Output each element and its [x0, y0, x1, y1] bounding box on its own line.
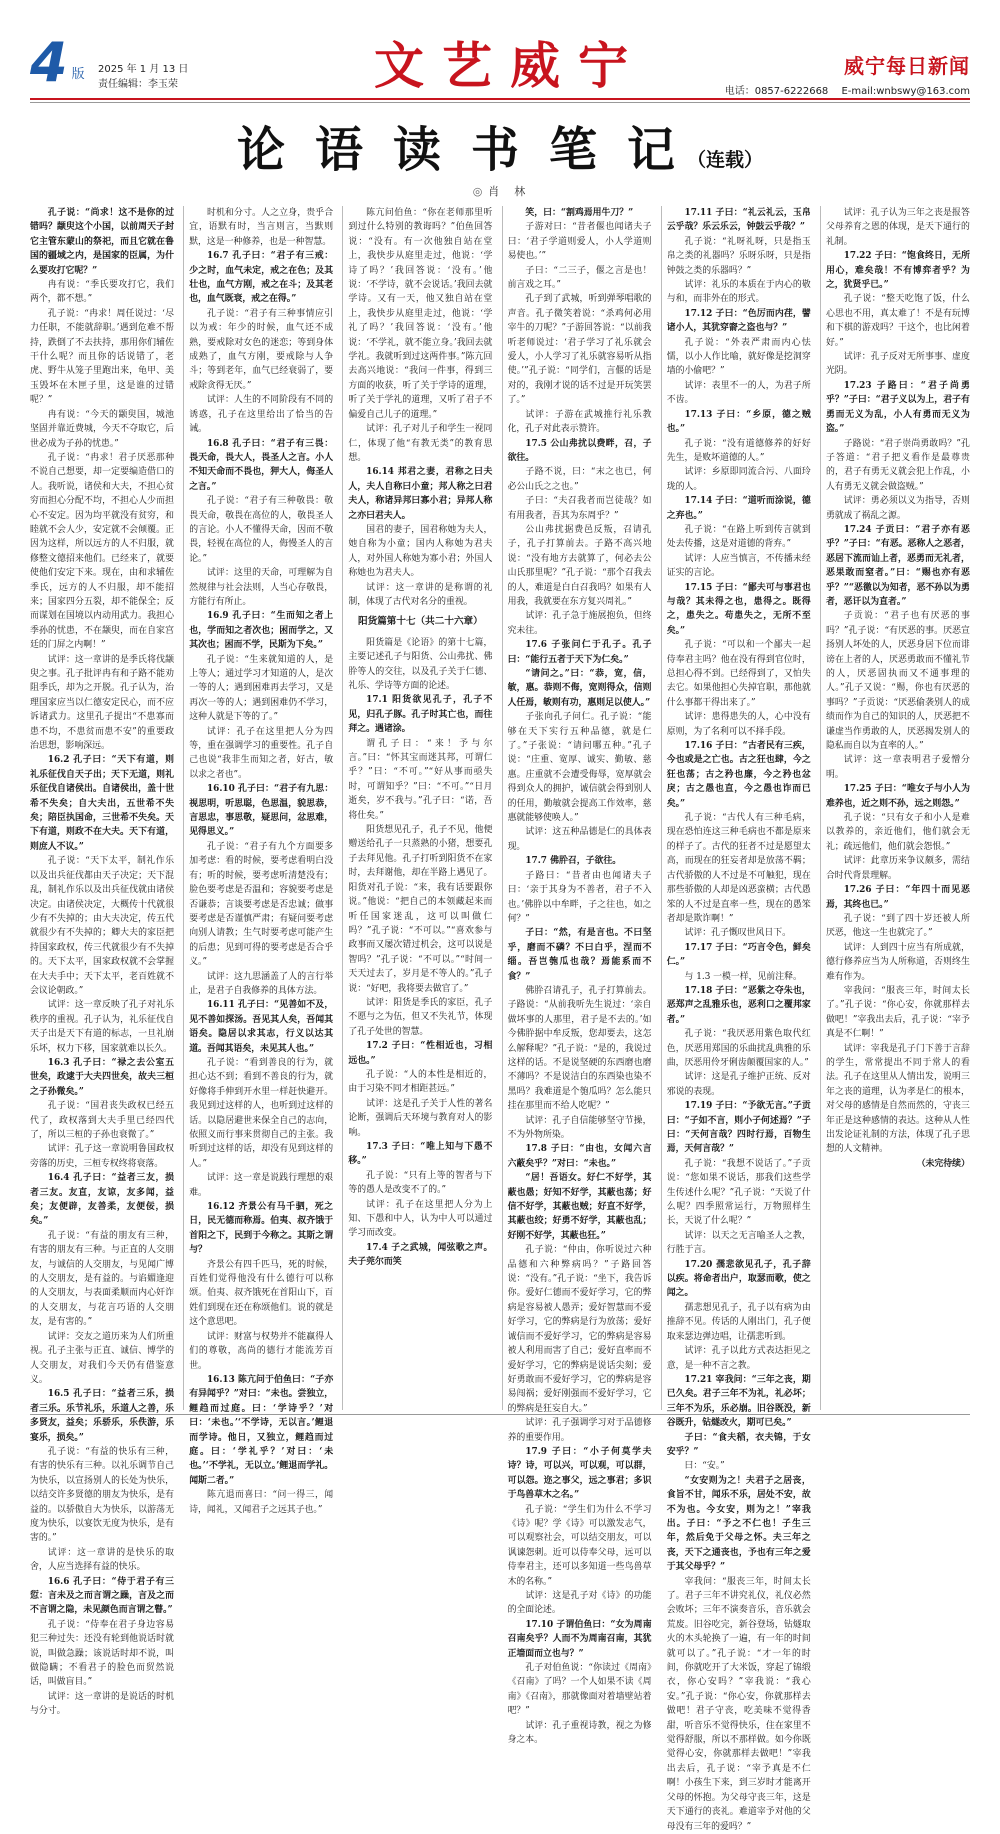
body-paragraph: 试评：孔子自信能够坚守节操，不为外物所染。	[507, 1115, 652, 1140]
email-address: E-mail:wnbswy@163.com	[841, 86, 970, 97]
body-paragraph: 试评：勇必须以义为指导，否则勇就成了祸乱之源。	[825, 496, 970, 521]
article-title: 论语读书笔记	[236, 122, 705, 178]
date-block	[98, 62, 188, 92]
body-paragraph: 国君的妻子，国君称她为夫人，她自称为小童；国内人称她为君夫人，对外国人称她为寡小君；外国人称她也为君夫人。	[348, 524, 493, 579]
verse-paragraph: 17.20 孺悲欲见孔子，孔子辞以疾。将命者出户，取瑟而歌，使之闻之。	[666, 1259, 811, 1299]
body-paragraph: 孔子说：“在路上听到传言就到处去传播，这是对道德的背弃。”	[666, 524, 811, 550]
body-paragraph: 试评：孔子重视诗教，视之为修身之本。	[507, 1720, 652, 1746]
verse-paragraph: 17.16 子曰：“古者民有三疾，今也或是之亡也。古之狂也肆，今之狂也荡；古之矜也廉，今之矜也忿戾；古之愚也直，今之愚也诈而已矣。”	[666, 741, 811, 809]
body-paragraph: 子路曰：“昔者由也闻诸夫子曰：‘亲于其身为不善者，君子不入也。’佛肸以中牟畔，子之往也，如之何？”	[507, 870, 652, 924]
body-paragraph: 孔子说：“只有女子和小人是难以教养的，亲近他们，他们就会无礼；疏远他们，他们就会怨恨。”	[825, 813, 970, 852]
body-paragraph: 冉有说：“季氏要攻打它，我们两个，都不想。”	[30, 280, 174, 305]
verse-paragraph: 笑，曰：“割鸡焉用牛刀？”	[525, 208, 634, 218]
body-paragraph: 孔子说：“冉求！君子厌恶那种不说自己想要，却一定要编造借口的人。我听说，诸侯和大夫，不担心贫穷而担心分配不均，不担心人少而担心不安定。因为均平就没有贫穷，和睦就不会人少，安定就不会倾覆。正因为这样，所以远方的人不归服，就修整文德招来他们。已经来了，就要使他们安定下来。现在，由和求辅佐季氏，远方的人不归服，却不能招来；国家四分五裂，却不能保全；反而谋划在国境以内动用武力。我担心季孙的忧患，不在颛臾，而在自家宫廷的门屏之内啊！”	[30, 452, 174, 651]
body-paragraph: 孺悲想见孔子，孔子以有病为由推辞不见。传话的人刚出门，孔子便取来瑟边弹边唱，让孺悲听到。	[666, 1302, 811, 1342]
verse-paragraph: 17.1 阳货欲见孔子，孔子不见，归孔子豚。孔子时其亡也，而往拜之。遇诸涂。	[348, 695, 493, 735]
verse-paragraph: 16.7 孔子曰：“君子有三戒：少之时，血气未定，戒之在色；及其壮也，血气方刚，戒之在斗；及其老也，血气既衰，戒之在得。”	[189, 251, 334, 305]
body-paragraph: 冉有说：“今天的颛臾国，城池坚固并靠近费城，今天不夺取它，后世必成为子孙的忧患。”	[30, 409, 174, 449]
masthead-rule-red	[30, 98, 970, 100]
verse-paragraph: “女安则为之！夫君子之居丧，食旨不甘，闻乐不乐，居处不安，故不为也。今女安，则为之！”宰我出。子曰：“予之不仁也！子生三年，然后免于父母之怀。夫三年之丧，天下之通丧也，予也有三年之爱于其父母乎？”	[666, 1475, 811, 1573]
verse-paragraph: 17.21 宰我问：“三年之丧，期已久矣。君子三年不为礼，礼必坏；三年不为乐，乐必崩。旧谷既没，新谷既升，钻燧改火，期可已矣。”	[666, 1374, 811, 1429]
body-paragraph: 孔子说：“我厌恶用紫色取代红色，厌恶用郑国的乐曲扰乱典雅的乐曲，厌恶用伶牙俐齿颠覆国家的人。”	[666, 1029, 811, 1068]
verse-paragraph: 17.26 子曰：“年四十而见恶焉，其终也已。”	[825, 885, 970, 910]
body-paragraph: 试评：孔子慨叹世风日下。	[684, 928, 792, 939]
verse-paragraph: 16.11 孔子曰：“见善如不及，见不善如探汤。吾见其人矣，吾闻其语矣。隐居以求其志，行义以达其道。吾闻其语矣，未见其人也。”	[189, 1000, 334, 1054]
body-paragraph: 试评：财富与权势并不能赢得人们的尊敬，高尚的德行才能流芳百世。	[189, 1331, 334, 1371]
verse-paragraph: 16.9 孔子曰：“生而知之者上也，学而知之者次也；困而学之，又其次也；困而不学，民斯为下矣。”	[189, 611, 334, 651]
body-paragraph: 时机和分寸。人之立身，贵乎合宜，语默有时，当言则言，当默则默，这是一种修养，也是一种智慧。	[189, 208, 334, 247]
body-paragraph: 齐景公有四千匹马，死的时候，百姓们觉得他没有什么德行可以称颂。伯夷、叔齐饿死在首阳山下，百姓们到现在还在称颂他们。说的就是这个意思吧。	[189, 1259, 334, 1328]
verse-paragraph: 16.10 孔子曰：“君子有九思：视思明，听思聪，色思温，貌思恭，言思忠，事思敬，疑思问，忿思难，见得思义。”	[189, 784, 334, 838]
body-paragraph: 试评：孔子在这里把人分为四等，重在强调学习的重要性。孔子自己也说“我非生而知之者，好古，敏以求之者也”。	[189, 726, 334, 780]
body-paragraph: 曰：“安。”	[684, 1461, 725, 1472]
verse-paragraph: 子曰：“食夫稻，衣夫锦，于女安乎？”	[666, 1432, 811, 1457]
body-paragraph: 孔子说：“只有上等的智者与下等的愚人是改变不了的。”	[348, 1170, 493, 1196]
verse-paragraph: 16.13 陈亢问于伯鱼曰：“子亦有异闻乎？”对曰：“未也。尝独立，鲤趋而过庭。曰：‘学诗乎？’对曰：‘未也。’‘不学诗，无以言。’鲤退而学诗。他日，又独立，鲤趋而过庭。曰：‘学礼乎？’对曰：‘未也。’‘不学礼，无以立。’鲤退而学礼。闻斯二者。”	[189, 1374, 334, 1486]
body-paragraph: 试评：这五种品德是仁的具体表现。	[507, 827, 652, 852]
verse-paragraph: 17.17 子曰：“巧言令色，鲜矣仁。”	[666, 942, 811, 968]
text-column-4	[507, 206, 652, 1746]
verse-paragraph: 17.25 子曰：“唯女子与小人为难养也，近之则不孙，远之则怨。”	[825, 784, 970, 809]
verse-paragraph: 16.3 孔子曰：“禄之去公室五世矣，政逮于大夫四世矣，故夫三桓之子孙微矣。”	[30, 1057, 174, 1097]
body-paragraph: 子路说：“君子崇尚勇敢吗？”孔子答道：“君子把义看作是最尊贵的，君子有勇无义就会犯上作乱，小人有勇无义就会做盗贼。”	[825, 438, 970, 492]
body-paragraph: 试评：人生的不同阶段有不同的诱惑，孔子在这里给出了恰当的告诫。	[189, 395, 334, 435]
body-paragraph: 孔子说：“古代人有三种毛病，现在恐怕连这三种毛病也不都是原来的样子了。古代的狂者不过是愿望太高，而现在的狂妄者却是放荡不羁；古代骄傲的人不过是不可触犯，现在那些骄傲的人却是凶恶蛮横；古代愚笨的人不过是直率一些，现在的愚笨者却是欺诈啊！”	[666, 813, 811, 924]
verse-paragraph: 16.4 孔子曰：“益者三友，损者三友。友直，友谅，友多闻，益矣；友便辟，友善柔，友便佞，损矣。”	[30, 1173, 174, 1227]
body-paragraph: 试评：这一章讲的是说话的时机与分寸。	[30, 1691, 174, 1717]
body-paragraph: 孔子说：“有益的朋友有三种，有害的朋友有三种。与正直的人交朋友，与诚信的人交朋友，与见闻广博的人交朋友，是有益的。与谄媚逢迎的人交朋友，与表面柔顺而内心奸诈的人交朋友，与花言巧语的人交朋友，是有害的。”	[30, 1230, 174, 1328]
article-headline	[30, 122, 970, 178]
body-paragraph: 试评：此章历来争议颇多，需结合时代背景理解。	[825, 856, 970, 881]
body-paragraph: 孔子说：“君子有九个方面要多加考虑：看的时候，要考虑看明白没有；听的时候，要考虑听清楚没有；脸色要考虑是否温和；容貌要考虑是否谦恭；言谈要考虑是否忠诚；做事要考虑是否谨慎严肃；有疑问要考虑向别人请教；生气时要考虑可能产生的后患；见到可得的要考虑是否合乎义。”	[189, 841, 334, 968]
body-paragraph: 试评：这一章表明君子爱憎分明。	[825, 755, 970, 780]
verse-paragraph: 16.14 邦君之妻，君称之曰夫人，夫人自称曰小童；邦人称之曰君夫人，称诸异邦曰寡小君；异邦人称之亦曰君夫人。	[348, 467, 493, 521]
verse-paragraph: 17.10 子谓伯鱼曰：“女为周南召南矣乎？人而不为周南召南，其犹正墙面而立也与？”	[507, 1619, 652, 1659]
verse-paragraph: 17.5 公山弗扰以费畔，召，子欲往。	[507, 438, 652, 463]
body-paragraph: 试评：患得患失的人，心中没有原则，为了名利可以不择手段。	[666, 712, 811, 737]
body-paragraph: 孔子说：“君子有三种事情应引以为戒：年少的时候，血气还不成熟，要戒除对女色的迷恋；等到身体成熟了，血气方刚，要戒除与人争斗；等到老年，血气已经衰弱了，要戒除贪得无厌。”	[189, 308, 334, 391]
body-paragraph: 试评：人应当慎言，不传播未经证实的言论。	[666, 553, 811, 579]
body-paragraph: 子路不说，曰：“末之也已，何必公山氏之之也。”	[507, 467, 652, 492]
body-paragraph: 试评：孔子在这里把人分为上知、下愚和中人，认为中人可以通过学习而改变。	[348, 1199, 493, 1239]
body-paragraph: 孔子说：“仲由，你听说过六种品德和六种弊病吗？”子路回答说：“没有。”孔子说：“坐下，我告诉你。爱好仁德而不爱好学习，它的弊病是容易被人愚弄；爱好智慧而不爱好学习，它的弊病是行为放荡；爱好诚信而不爱好学习，它的弊病是容易被人利用而害了自己；爱好直率而不爱好学习，它的弊病是说话尖刻；爱好勇敢而不爱好学习，它的弊病是容易闯祸；爱好刚强而不爱好学习，它的弊病是狂妄自大。”	[507, 1245, 652, 1414]
body-paragraph: 试评：孔子认为三年之丧是报答父母养育之恩的体现，是天下通行的礼制。	[825, 208, 970, 247]
verse-paragraph: 17.18 子曰：“恶紫之夺朱也，恶郑声之乱雅乐也，恶利口之覆邦家者。”	[666, 985, 811, 1025]
body-paragraph: 阳货想见孔子，孔子不见，他便赠送给孔子一只蒸熟的小猪，想要孔子去拜见他。孔子打听到阳货不在家时，去拜谢他，却在半路上遇见了。阳货对孔子说：“来，我有话要跟你说。”他说：“把自己的本领藏起来而听任国家迷乱，这可以叫做仁吗？”孔子说：“不可以。”“喜欢参与政事而又屡次错过机会，这可以说是智吗？”孔子说：“不可以。”“时间一天天过去了，岁月是不等人的。”孔子说：“好吧，我将要去做官了。”	[348, 825, 493, 994]
verse-paragraph: 16.6 孔子曰：“侍于君子有三愆：言未及之而言谓之躁，言及之而不言谓之隐，未见颜色而言谓之瞽。”	[30, 1576, 174, 1616]
body-paragraph: 子曰：“夫召我者而岂徒哉？如有用我者，吾其为东周乎？”	[507, 496, 652, 521]
body-paragraph: 孔子说：“有益的快乐有三种，有害的快乐有三种。以礼乐调节自己为快乐，以宣扬别人的长处为快乐，以结交许多贤德的朋友为快乐，是有益的。以骄傲自大为快乐，以游荡无度为快乐，以宴饮无度为快乐，是有害的。”	[30, 1446, 174, 1544]
footer-rule	[30, 1414, 970, 1415]
body-paragraph: 试评：孔子以此方式表达拒见之意，是一种不言之教。	[666, 1346, 811, 1371]
body-paragraph: 子曰：“二三子，偃之言是也！前言戏之耳。”	[507, 265, 652, 291]
body-paragraph: 孔子说：“侍奉在君子身边容易犯三种过失：还没有轮到他说话时就说，叫做急躁；该说话时却不说，叫做隐瞒；不看君子的脸色而贸然说话，叫做盲目。”	[30, 1619, 174, 1688]
body-paragraph: 试评：这一章讲的是称谓的礼制，体现了古代对名分的重视。	[348, 582, 493, 607]
verse-paragraph: 17.15 子曰：“鄙夫可与事君也与哉？其未得之也，患得之。既得之，患失之。苟患失之，无所不至矣。”	[666, 582, 811, 636]
editor-credit: 责任编辑：李玉荣	[98, 79, 178, 90]
body-paragraph: 试评：子游在武城推行礼乐教化，孔子对此表示赞许。	[507, 409, 652, 435]
body-paragraph: 试评：孔子这一章说明鲁国政权旁落的历史，三桓专权终将衰落。	[30, 1144, 174, 1169]
body-paragraph: 试评：这是孔子维护正统、反对邪说的表现。	[666, 1072, 811, 1097]
chapter-subheading: 阳货篇第十七（共二十六章）	[358, 616, 483, 628]
verse-paragraph: 17.3 子曰：“唯上知与下愚不移。”	[348, 1142, 493, 1167]
body-paragraph: 孔子说：“君子有三种敬畏：敬畏天命，敬畏在高位的人，敬畏圣人的言论。小人不懂得天命，因而不敬畏，轻视在高位的人，侮慢圣人的言论。”	[189, 496, 334, 564]
verse-paragraph: 17.23 子路曰：“君子尚勇乎？”子曰：“君子义以为上，君子有勇而无义为乱，小人有勇而无义为盗。”	[825, 380, 970, 435]
masthead	[30, 20, 970, 100]
contact-info	[715, 82, 970, 97]
verse-paragraph: 17.14 子曰：“道听而涂说，德之弃也。”	[666, 496, 811, 521]
verse-paragraph: 17.22 子曰：“饱食终日，无所用心，难矣哉！不有博弈者乎？为之，犹贤乎已。”	[825, 251, 970, 291]
body-paragraph: 试评：阳货是季氏的家臣，孔子不愿与之为伍，但又不失礼节，体现了孔子处世的智慧。	[348, 997, 493, 1037]
verse-paragraph: 17.24 子贡曰：“君子亦有恶乎？”子曰：“有恶。恶称人之恶者，恶居下流而讪上者，恶勇而无礼者，恶果敢而窒者。”曰：“赐也亦有恶乎？”“恶徼以为知者，恶不孙以为勇者，恶讦以为直者。”	[825, 524, 970, 607]
verse-paragraph: 17.11 子曰：“礼云礼云，玉帛云乎哉？乐云乐云，钟鼓云乎哉？”	[666, 208, 811, 233]
body-paragraph: 孔子说：“人的本性是相近的，由于习染不同才相距甚远。”	[348, 1069, 493, 1095]
body-paragraph: 阳货篇是《论语》的第十七篇，主要记述孔子与阳货、公山弗扰、佛肸等人的交往，以及孔子关于仁德、礼乐、学诗等方面的论述。	[348, 637, 493, 691]
body-paragraph: 试评：孔子急于施展抱负，但终究未往。	[507, 611, 652, 636]
verse-paragraph: 17.12 子曰：“色厉而内荏，譬诸小人，其犹穿窬之盗也与？”	[666, 308, 811, 334]
body-paragraph: 孔子说：“看到善良的行为，就担心达不到；看到不善良的行为，就好像将手伸到开水里一样赶快避开。我见到过这样的人，也听到过这样的话。以隐居避世来保全自己的志向，依照义而行事来贯彻自己的主张。我听到过这样的话，却没有见到这样的人。”	[189, 1057, 334, 1169]
body-paragraph: 试评：交友之道历来为人们所重视。孔子主张与正直、诚信、博学的人交朋友，对我们今天仍有借鉴意义。	[30, 1331, 174, 1385]
body-paragraph: 陈亢退而喜曰：“问一得三，闻诗，闻礼，又闻君子之远其子也。”	[189, 1490, 334, 1515]
body-paragraph: 试评：这一章讲的是快乐的取舍，人应当选择有益的快乐。	[30, 1547, 174, 1573]
page-number-block	[30, 31, 85, 94]
verse-paragraph: 孔子说：“尚求！这不是你的过错吗？颛臾这个小国，以前周天子封它主管东蒙山的祭祀，而且它就在鲁国的疆域之内，是国家的臣属，为什么要攻打它呢？”	[30, 208, 174, 276]
body-paragraph: 孔子说：“国君丧失政权已经五代了，政权落到大夫手里已经四代了，所以三桓的子孙也衰微了。”	[30, 1101, 174, 1140]
verse-paragraph: 16.12 齐景公有马千驷，死之日，民无德而称焉。伯夷、叔齐饿于首阳之下，民到于今称之。其斯之谓与？	[189, 1202, 334, 1256]
body-paragraph: 试评：这一章是说践行理想的艰难。	[189, 1173, 334, 1198]
body-paragraph: 试评：人到四十应当有所成就，德行修养应当为人所称道，否则终生难有作为。	[825, 942, 970, 982]
paper-name: 威宁每日新闻	[844, 54, 970, 78]
text-column-2	[189, 206, 334, 1515]
verse-paragraph: 子曰：“然，有是言也。不曰坚乎，磨而不磷？不曰白乎，涅而不缁。吾岂匏瓜也哉？焉能系而不食？”	[507, 928, 652, 982]
body-paragraph: 试评：礼乐的本质在于内心的敬与和，而非外在的形式。	[666, 280, 811, 305]
text-column-6	[826, 206, 970, 1410]
body-paragraph: 谓孔子曰：“来！予与尔言。”曰：“怀其宝而迷其邦，可谓仁乎？”曰：“不可。”“好从事而亟失时，可谓知乎？”曰：“不可。”“日月逝矣，岁不我与。”孔子曰：“诺，吾将仕矣。”	[348, 738, 493, 821]
body-paragraph: 子张向孔子问仁。孔子说：“能够在天下实行五种品德，就是仁了。”子张说：“请问哪五种。”孔子说：“庄重、宽厚、诚实、勤敏、慈惠。庄重就不会遭受侮辱，宽厚就会得到众人的拥护，诚信就会得到别人的任用，勤敏就会提高工作效率，慈惠就能够使唤人。”	[507, 712, 652, 824]
body-paragraph: 子贡说：“君子也有厌恶的事吗？”孔子说：“有厌恶的事。厌恶宣扬别人坏处的人，厌恶身居下位而诽谤在上者的人，厌恶勇敢而不懂礼节的人，厌恶固执而又不通事理的人。”孔子又说：“赐，你也有厌恶的事吗？”子贡说：“厌恶偷袭别人的成绩而作为自己的知识的人，厌恶把不谦虚当作勇敢的人，厌恶揭发别人的隐私而自以为直率的人。”	[825, 611, 970, 752]
body-paragraph: 孔子说：“生来就知道的人，是上等人；通过学习才知道的人，是次一等的人；遇到困难再去学习，又是再次一等的人；遇到困难仍不学习，这种人就是下等的了。”	[189, 654, 334, 723]
body-paragraph: 试评：乡原即同流合污、八面玲珑的人。	[666, 467, 811, 492]
verse-paragraph: 17.7 佛肸召，子欲往。	[525, 856, 622, 867]
to-be-continued-mark: （未完待续）	[916, 1158, 970, 1169]
body-paragraph: 孔子到了武城，听到弹琴唱歌的声音。孔子微笑着说：“杀鸡何必用宰牛的刀呢？”子游回答说：“以前我听老师说过：‘君子学习了礼乐就会爱人，小人学习了礼乐就容易听从指使。’”孔子说：“同学们，言偃的话是对的，我刚才说的话不过是开玩笑罢了。”	[507, 294, 652, 406]
byline	[0, 183, 1000, 199]
verse-paragraph: “请问之。”曰：“恭，宽，信，敏，惠。恭则不侮，宽则得众，信则人任焉，敏则有功，惠则足以使人。”	[507, 669, 652, 708]
body-paragraph: 试评：宰我是孔子门下善于言辞的学生，常常提出不同于常人的看法。孔子在这里从人情出发，说明三年之丧的道理，认为孝是仁的根本，对父母的感情是自然而然的，守丧三年正是这种感情的表达。这种从人性出发论证礼制的方法，体现了孔子思想的人文精神。	[825, 1043, 970, 1155]
body-paragraph: 孔子说：“到了四十岁还被人所厌恶，他这一生也就完了。”	[825, 913, 970, 939]
body-paragraph: 试评：这里的天命，可理解为自然规律与社会法则，人当心存敬畏，方能行有所止。	[189, 568, 334, 607]
body-paragraph: 试评：孔子对儿子和学生一视同仁，体现了他“有教无类”的教育思想。	[348, 424, 493, 463]
body-paragraph: 试评：这一章讲的是季氏将伐颛臾之事。孔子批评冉有和子路不能劝阻季氏，却为之开脱。孔子认为，治理国家应当以仁德安定民心，而不应诉诸武力。这里孔子提出“不患寡而患不均，不患贫而患不安”的重要政治思想，影响深远。	[30, 654, 174, 752]
verse-paragraph: “居！吾语女。好仁不好学，其蔽也愚；好知不好学，其蔽也荡；好信不好学，其蔽也贼；好直不好学，其蔽也绞；好勇不好学，其蔽也乱；好刚不好学，其蔽也狂。”	[507, 1173, 652, 1241]
body-paragraph: 孔子说：“天下太平，制礼作乐以及出兵征伐都由天子决定；天下混乱，制礼作乐以及出兵征伐就由诸侯决定。由诸侯决定，大概传十代就很少有不失掉的；由大夫决定，传五代就很少有不失掉的；卿大夫的家臣把持国家政权，传三代就很少有不失掉的。天下太平，国家政权就不会掌握在大夫手中；天下太平，老百姓就不会议论朝政。”	[30, 856, 174, 996]
body-paragraph: 孔子说：“外表严肃而内心怯懦，以小人作比喻，就好像是挖洞穿墙的小偷吧？”	[666, 337, 811, 377]
text-column-1	[30, 206, 174, 1717]
article-body	[30, 206, 970, 1832]
body-paragraph: 孔子说：“礼呀礼呀，只是指玉帛之类的礼器吗？乐呀乐呀，只是指钟鼓之类的乐器吗？”	[666, 236, 811, 276]
verse-paragraph: 16.5 孔子曰：“益者三乐，损者三乐。乐节礼乐，乐道人之善，乐多贤友，益矣；乐骄乐，乐佚游，乐宴乐，损矣。”	[30, 1389, 174, 1443]
verse-paragraph: 17.6 子张问仁于孔子。孔子曰：“能行五者于天下为仁矣。”	[507, 640, 652, 665]
body-paragraph: 试评：这一章反映了孔子对礼乐秩序的重视。孔子认为，礼乐征伐自天子出是天下有道的标志，一旦礼崩乐坏，权力下移，国家就难以长久。	[30, 1000, 174, 1054]
article-title-suffix: （连载）	[687, 149, 764, 171]
verse-paragraph: 16.2 孔子曰：“天下有道，则礼乐征伐自天子出；天下无道，则礼乐征伐自诸侯出。自诸侯出，盖十世希不失矣；自大夫出，五世希不失矣；陪臣执国命，三世希不失矣。天下有道，则政不在大夫。天下有道，则庶人不议。”	[30, 755, 174, 852]
body-paragraph: 孔子对伯鱼说：“你读过《周南》《召南》了吗？一个人如果不读《周南》《召南》，那就像面对着墙壁站着吧？”	[507, 1663, 652, 1717]
author-name: 肖 林	[488, 185, 528, 198]
body-paragraph: 佛肸召请孔子，孔子打算前去。子路说：“从前我听先生说过：‘亲自做坏事的人那里，君子是不去的。’如今佛肸据中牟反叛，您却要去，这怎么解释呢？”孔子说：“是的，我说过这样的话。不是说坚硬的东西磨也磨不薄吗？不是说洁白的东西染也染不黑吗？我难道是个匏瓜吗？怎么能只挂在那里而不给人吃呢？”	[507, 985, 652, 1112]
body-paragraph: 试评：这九思涵盖了人的言行举止，是君子自我修养的具体方法。	[189, 971, 334, 996]
body-paragraph: 子游对曰：“昔者偃也闻诸夫子曰：‘君子学道则爱人，小人学道则易使也。’”	[507, 222, 652, 262]
body-paragraph: 宰我问：“服丧三年，时间太长了。”孔子说：“你心安，你就那样去做吧！”宰我出去后，孔子说：“宰予真是不仁啊！”	[825, 985, 970, 1040]
verse-paragraph: 17.8 子曰：“由也，女闻六言六蔽矣乎？”对曰：“未也。”	[507, 1144, 652, 1169]
verse-paragraph: 17.9 子曰：“小子何莫学夫诗？诗，可以兴，可以观，可以群，可以怨。迩之事父，远之事君；多识于鸟兽草木之名。”	[507, 1446, 652, 1501]
verse-paragraph: 17.19 子曰：“予欲无言。”子贡曰：“子如不言，则小子何述焉？”子曰：“天何言哉？四时行焉，百物生焉，天何言哉？”	[666, 1101, 811, 1155]
body-paragraph: 试评：表里不一的人，为君子所不齿。	[666, 380, 811, 406]
body-paragraph: 宰我问：“服丧三年，时间太长了。君子三年不讲究礼仪，礼仪必然会败坏；三年不演奏音乐，音乐就会荒废。旧谷吃完，新谷登场，钻燧取火的木头轮换了一遍，有一年的时间就可以了。”孔子说：“才一年的时间，你就吃开了大米饭，穿起了锦缎衣，你心安吗？”宰我说：“我心安。”孔子说：“你心安，你就那样去做吧！君子守丧，吃美味不觉得香甜，听音乐不觉得快乐，住在家里不觉得舒服，所以不那样做。如今你既觉得心安，你就那样去做吧！”宰我出去后，孔子说：“宰予真是不仁啊！小孩生下来，到三岁时才能离开父母的怀抱。为父母守丧三年，这是天下通行的丧礼。难道宰予对他的父母没有三年的爱吗？”	[666, 1576, 811, 1832]
page-number: 4	[30, 31, 68, 94]
masthead-rule-grey	[30, 102, 970, 103]
verse-paragraph: 17.13 子曰：“乡原，德之贼也。”	[666, 409, 811, 435]
verse-paragraph: 17.2 子曰：“性相近也，习相远也。”	[348, 1041, 493, 1066]
body-paragraph: 孔子说：“整天吃饱了饭，什么心思也不用，真太难了！不是有玩博和下棋的游戏吗？干这个，也比闲着好。”	[825, 294, 970, 348]
body-paragraph: 试评：孔子反对无所事事、虚度光阴。	[825, 352, 970, 377]
body-paragraph: 孔子说：“冉求！周任说过：‘尽力任职，不能就辞职。’遇到危难不帮持，跌倒了不去扶持，那用你们辅佐干什么呢？而且你的话说错了，老虎、野牛从笼子里跑出来，龟甲、美玉毁坏在木匣子里，这是谁的过错呢？”	[30, 308, 174, 406]
page-suffix: 版	[71, 67, 85, 82]
body-paragraph: 试评：孔子强调学习对于品德修养的重要作用。	[507, 1418, 652, 1443]
body-paragraph: 孔子说：“可以和一个鄙夫一起侍奉君主吗？他在没有得到官位时，总担心得不到。已经得到了，又怕失去它。如果他担心失掉官职，那他就什么事都干得出来了。”	[666, 640, 811, 708]
phone-number: 电话：0857-6222668	[724, 86, 829, 97]
section-title: 文艺威宁	[374, 36, 646, 95]
verse-paragraph: 17.4 子之武城，闻弦歌之声。夫子莞尔而笑	[348, 1242, 493, 1268]
body-paragraph: 试评：这是孔子关于人性的著名论断，强调后天环境与教育对人的影响。	[348, 1098, 493, 1138]
text-column-3	[348, 206, 492, 1410]
issue-date: 2025 年 1 月 13 日	[98, 64, 189, 75]
body-paragraph: 孔子说：“没有道德修养的好好先生，是败坏道德的人。”	[666, 438, 811, 463]
body-paragraph: 陈亢问伯鱼：“你在老师那里听到过什么特别的教诲吗？”伯鱼回答说：“没有。有一次他独自站在堂上，我快步从庭里走过，他说：‘学诗了吗？’我回答说：‘没有。’他说：‘不学诗，就不会说话。’我回去就学诗。又有一天，他又独自站在堂上，我快步从庭里走过，他说：‘学礼了吗？’我回答说：‘没有。’他说：‘不学礼，就不能立身。’我回去就学礼。我就听到过这两件事。”陈亢回去高兴地说：“我问一件事，得到三方面的收获，听了关于学诗的道理，听了关于学礼的道理，又听了君子不偏爱自己儿子的道理。”	[348, 208, 493, 420]
body-paragraph: 试评：这是孔子对《诗》的功能的全面论述。	[507, 1591, 652, 1616]
body-paragraph: 公山弗扰据费邑反叛，召请孔子，孔子打算前去。子路不高兴地说：“没有地方去就算了，何必去公山氏那里呢？”孔子说：“那个召我去的人，难道是白白召我吗？如果有人用我，我就要在东方复兴周礼。”	[507, 524, 652, 607]
verse-paragraph: 16.8 孔子曰：“君子有三畏：畏天命，畏大人，畏圣人之言。小人不知天命而不畏也，狎大人，侮圣人之言。”	[189, 438, 334, 492]
body-paragraph: 试评：以天之无言喻圣人之教，行胜于言。	[666, 1230, 811, 1256]
body-paragraph: 孔子说：“我想不说话了。”子贡说：“您如果不说话，那我们这些学生传述什么呢？”孔子说：“天说了什么呢？四季照常运行，万物照样生长，天说了什么呢？”	[666, 1158, 811, 1227]
body-paragraph: 与 1.3 一模一样，见前注释。	[684, 971, 802, 982]
byline-bullet-icon: ◎	[472, 185, 485, 198]
text-column-5	[666, 206, 811, 1832]
body-paragraph: 孔子说：“学生们为什么不学习《诗》呢？学《诗》可以激发志气，可以观察社会，可以结交朋友，可以讽谏怨刺。近可以侍奉父母，远可以侍奉君主，还可以多知道一些鸟兽草木的名称。”	[507, 1504, 652, 1587]
